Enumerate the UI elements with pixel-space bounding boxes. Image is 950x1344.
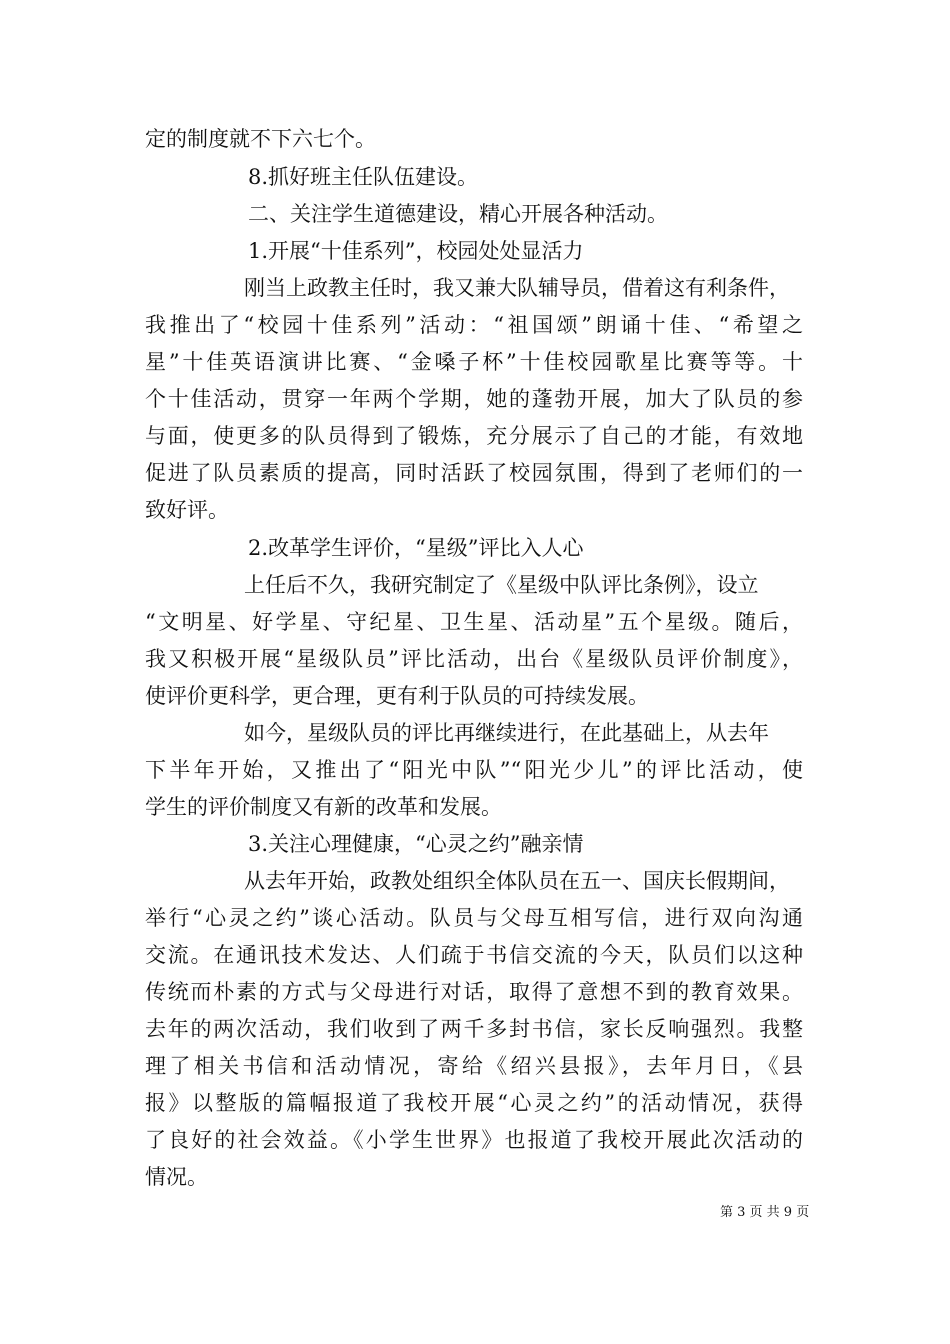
text-line: 下半年开始，又推出了“阳光中队”“阳光少儿”的评比活动，使 <box>145 758 803 782</box>
text-line: 去年的两次活动，我们收到了两千多封书信，家长反响强烈。我整 <box>145 1017 803 1041</box>
text-line: 理了相关书信和活动情况，寄给《绍兴县报》，去年月日，《县 <box>145 1054 803 1078</box>
text-line: 定的制度就不下六七个。 <box>145 127 376 151</box>
subsection-heading: 2.改革学生评价，“星级”评比入人心 <box>248 536 584 560</box>
subsection-heading: 1.开展“十佳系列”，校园处处显活力 <box>248 239 584 263</box>
text-line: 致好评。 <box>145 498 229 522</box>
text-line: 使评价更科学，更合理，更有利于队员的可持续发展。 <box>145 684 649 708</box>
text-line: 了良好的社会效益。《小学生世界》也报道了我校开展此次活动的 <box>145 1128 803 1152</box>
text-line: 促进了队员素质的提高，同时活跃了校园氛围，得到了老师们的一 <box>145 461 803 485</box>
text-line: 如今，星级队员的评比再继续进行，在此基础上，从去年 <box>244 721 769 745</box>
text-line: 我又积极开展“星级队员”评比活动，出台《星级队员评价制度》， <box>145 647 803 671</box>
text-line: 从去年开始，政教处组织全体队员在五一、国庆长假期间， <box>244 869 790 893</box>
text-line: 传统而朴素的方式与父母进行对话，取得了意想不到的教育效果。 <box>145 980 803 1004</box>
text-line: 星”十佳英语演讲比赛、“金嗓子杯”十佳校园歌星比赛等等。十 <box>145 350 803 374</box>
text-line: 上任后不久，我研究制定了《星级中队评比条例》，设立 <box>244 573 759 597</box>
text-line: 情况。 <box>145 1165 208 1189</box>
text-line: 报》以整版的篇幅报道了我校开展“心灵之约”的活动情况，获得 <box>145 1091 803 1115</box>
text-line: 个十佳活动，贯穿一年两个学期，她的蓬勃开展，加大了队员的参 <box>145 387 803 411</box>
list-item-heading: 8.抓好班主任队伍建设。 <box>248 165 479 189</box>
text-line: 我推出了“校园十佳系列”活动：“祖国颂”朗诵十佳、“希望之 <box>145 313 803 337</box>
page-number-footer: 第 3 页 共 9 页 <box>720 1205 810 1220</box>
text-line: 刚当上政教主任时，我又兼大队辅导员，借着这有利条件， <box>244 276 790 300</box>
text-line: “文明星、好学星、守纪星、卫生星、活动星”五个星级。随后， <box>145 610 803 634</box>
subsection-heading: 3.关注心理健康，“心灵之约”融亲情 <box>248 832 584 856</box>
text-line: 学生的评价制度又有新的改革和发展。 <box>145 795 502 819</box>
text-line: 交流。在通讯技术发达、人们疏于书信交流的今天，队员们以这种 <box>145 943 803 967</box>
text-line: 举行“心灵之约”谈心活动。队员与父母互相写信，进行双向沟通 <box>145 906 803 930</box>
text-line: 与面，使更多的队员得到了锻炼，充分展示了自己的才能，有效地 <box>145 424 803 448</box>
section-heading: 二、关注学生道德建设，精心开展各种活动。 <box>248 202 668 226</box>
